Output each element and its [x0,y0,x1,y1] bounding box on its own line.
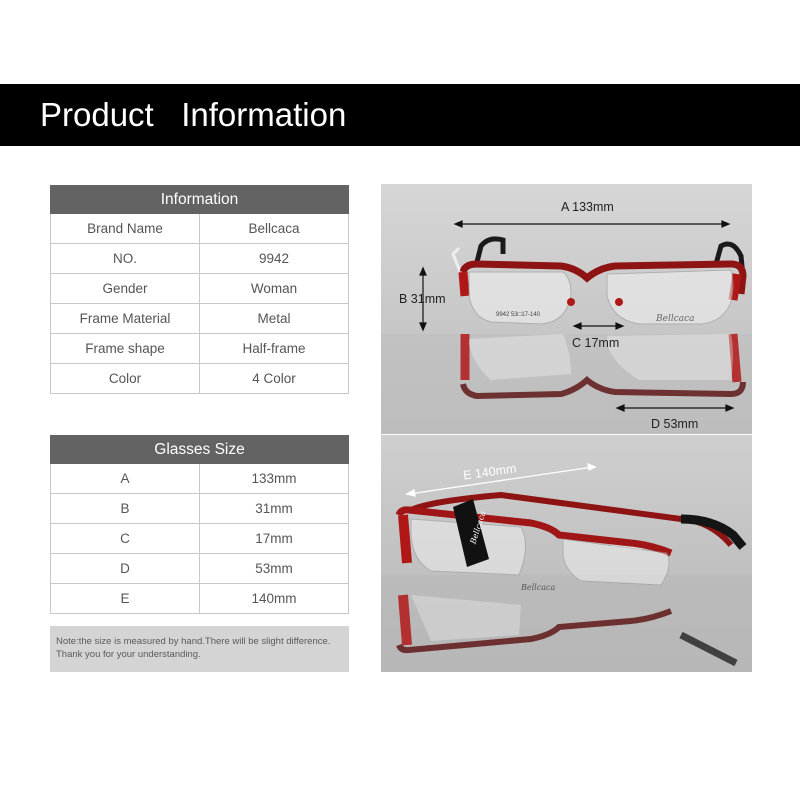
note-line: Note:the size is measured by hand.There will be slight difference. [56,636,331,647]
row-label: Brand Name [51,214,200,244]
table-row [51,554,349,584]
row-label: Color [51,364,200,394]
dimension-b-label: B 31mm [399,292,446,306]
row-label: Frame shape [51,334,200,364]
table-row [51,584,349,614]
row-label: Gender [51,274,200,304]
table-row [51,524,349,554]
row-label: C [51,524,200,554]
row-value: Metal [200,304,349,334]
row-value: 133mm [200,464,349,494]
table-row [51,464,349,494]
title-banner [0,84,800,146]
temple-print: 9942 53□17-140 [496,312,540,318]
side-lens-logo: Bellcaca [521,583,556,592]
dimension-d-label: D 53mm [651,417,699,431]
table-row [51,494,349,524]
information-header: Information [51,186,349,214]
row-label: E [51,584,200,614]
right-nose-pad [615,298,623,306]
glasses-side-illustration [381,435,752,672]
table-row [51,244,349,274]
dimension-c-label: C 17mm [572,336,620,350]
glasses-size-header: Glasses Size [51,436,349,464]
row-value: 140mm [200,584,349,614]
glasses-front-illustration [381,184,752,434]
row-value: 17mm [200,524,349,554]
table-row [51,304,349,334]
dimension-a-label: A 133mm [561,200,614,214]
lens-logo: Bellcaca [656,314,695,324]
table-row [51,274,349,304]
table-row [51,214,349,244]
row-value: 31mm [200,494,349,524]
row-value: Half-frame [200,334,349,364]
row-label: NO. [51,244,200,274]
measurement-note [50,626,349,672]
note-line: Thank you for your understanding. [56,648,201,660]
table-row [51,334,349,364]
row-value: 53mm [200,554,349,584]
glasses-side-photo [381,435,752,672]
left-nose-pad [567,298,575,306]
banner-title: Product Information [40,96,347,133]
glasses-size-table [50,435,349,614]
row-value: 9942 [200,244,349,274]
table-row [51,364,349,394]
row-value: Woman [200,274,349,304]
dimension-e-label: E 140mm [462,461,518,483]
tag-text: Bellcaca [468,509,488,546]
glasses-front-photo [381,184,752,434]
information-table [50,185,349,394]
row-value: 4 Color [200,364,349,394]
row-label: B [51,494,200,524]
temple-tip [681,519,743,547]
row-value: Bellcaca [200,214,349,244]
row-label: Frame Material [51,304,200,334]
row-label: D [51,554,200,584]
row-label: A [51,464,200,494]
